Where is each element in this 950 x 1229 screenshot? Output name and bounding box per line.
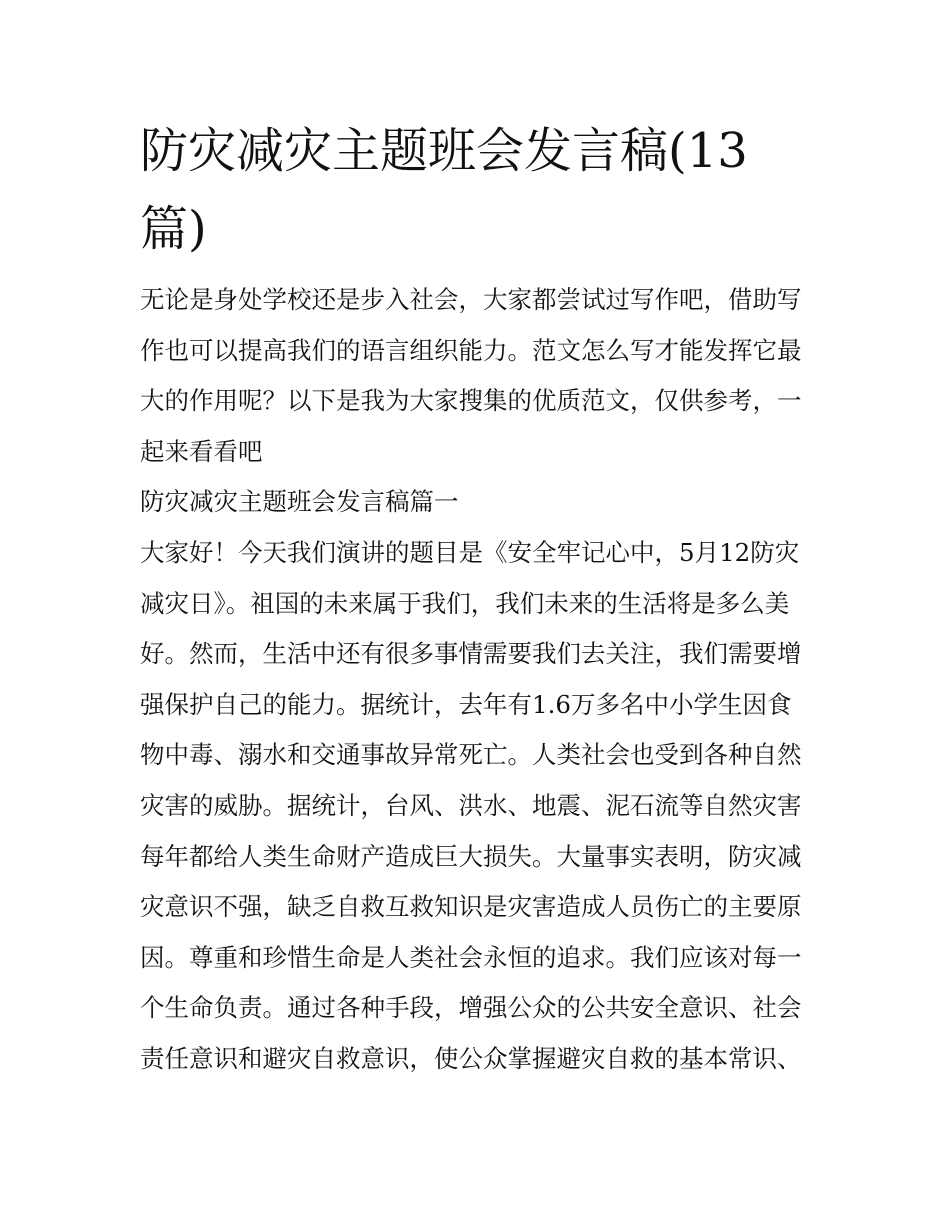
body-line: 灾意识不强，缺乏自救互救知识是灾害造成人员伤亡的主要原 xyxy=(140,892,802,922)
body-line: 强保护自己的能力。据统计，去年有1.6万多名中小学生因食 xyxy=(140,689,792,719)
intro-line: 大的作用呢？以下是我为大家搜集的优质范文，仅供参考，一 xyxy=(140,386,802,416)
intro-line: 起来看看吧 xyxy=(140,436,263,466)
body-line: 物中毒、溺水和交通事故异常死亡。人类社会也受到各种自然 xyxy=(140,740,802,770)
intro-line: 作也可以提高我们的语言组织能力。范文怎么写才能发挥它最 xyxy=(140,335,802,365)
document-body xyxy=(140,275,820,1085)
body-line: 大家好！今天我们演讲的题目是《安全牢记心中，5月12防灾 xyxy=(140,537,800,567)
body-line: 责任意识和避灾自救意识，使公众掌握避灾自救的基本常识、 xyxy=(140,1043,802,1073)
title-line: 篇) xyxy=(140,201,207,257)
body-line: 个生命负责。通过各种手段，增强公众的公共安全意识、社会 xyxy=(140,993,802,1023)
intro-line: 无论是身处学校还是步入社会，大家都尝试过写作吧，借助写 xyxy=(140,285,802,314)
body-line: 每年都给人类生命财产造成巨大损失。大量事实表明，防灾减 xyxy=(140,841,802,871)
body-line: 好。然而，生活中还有很多事情需要我们去关注，我们需要增 xyxy=(140,639,802,669)
body-line: 因。尊重和珍惜生命是人类社会永恒的追求。我们应该对每一 xyxy=(140,942,802,972)
title-line: 防灾减灾主题班会发言稿(13 xyxy=(140,123,748,179)
section-heading: 防灾减灾主题班会发言稿篇一 xyxy=(140,487,459,517)
document-title xyxy=(140,112,748,268)
body-line: 灾害的威胁。据统计，台风、洪水、地震、泥石流等自然灾害 xyxy=(140,790,802,820)
body-line: 减灾日》。祖国的未来属于我们，我们未来的生活将是多么美 xyxy=(140,588,790,618)
